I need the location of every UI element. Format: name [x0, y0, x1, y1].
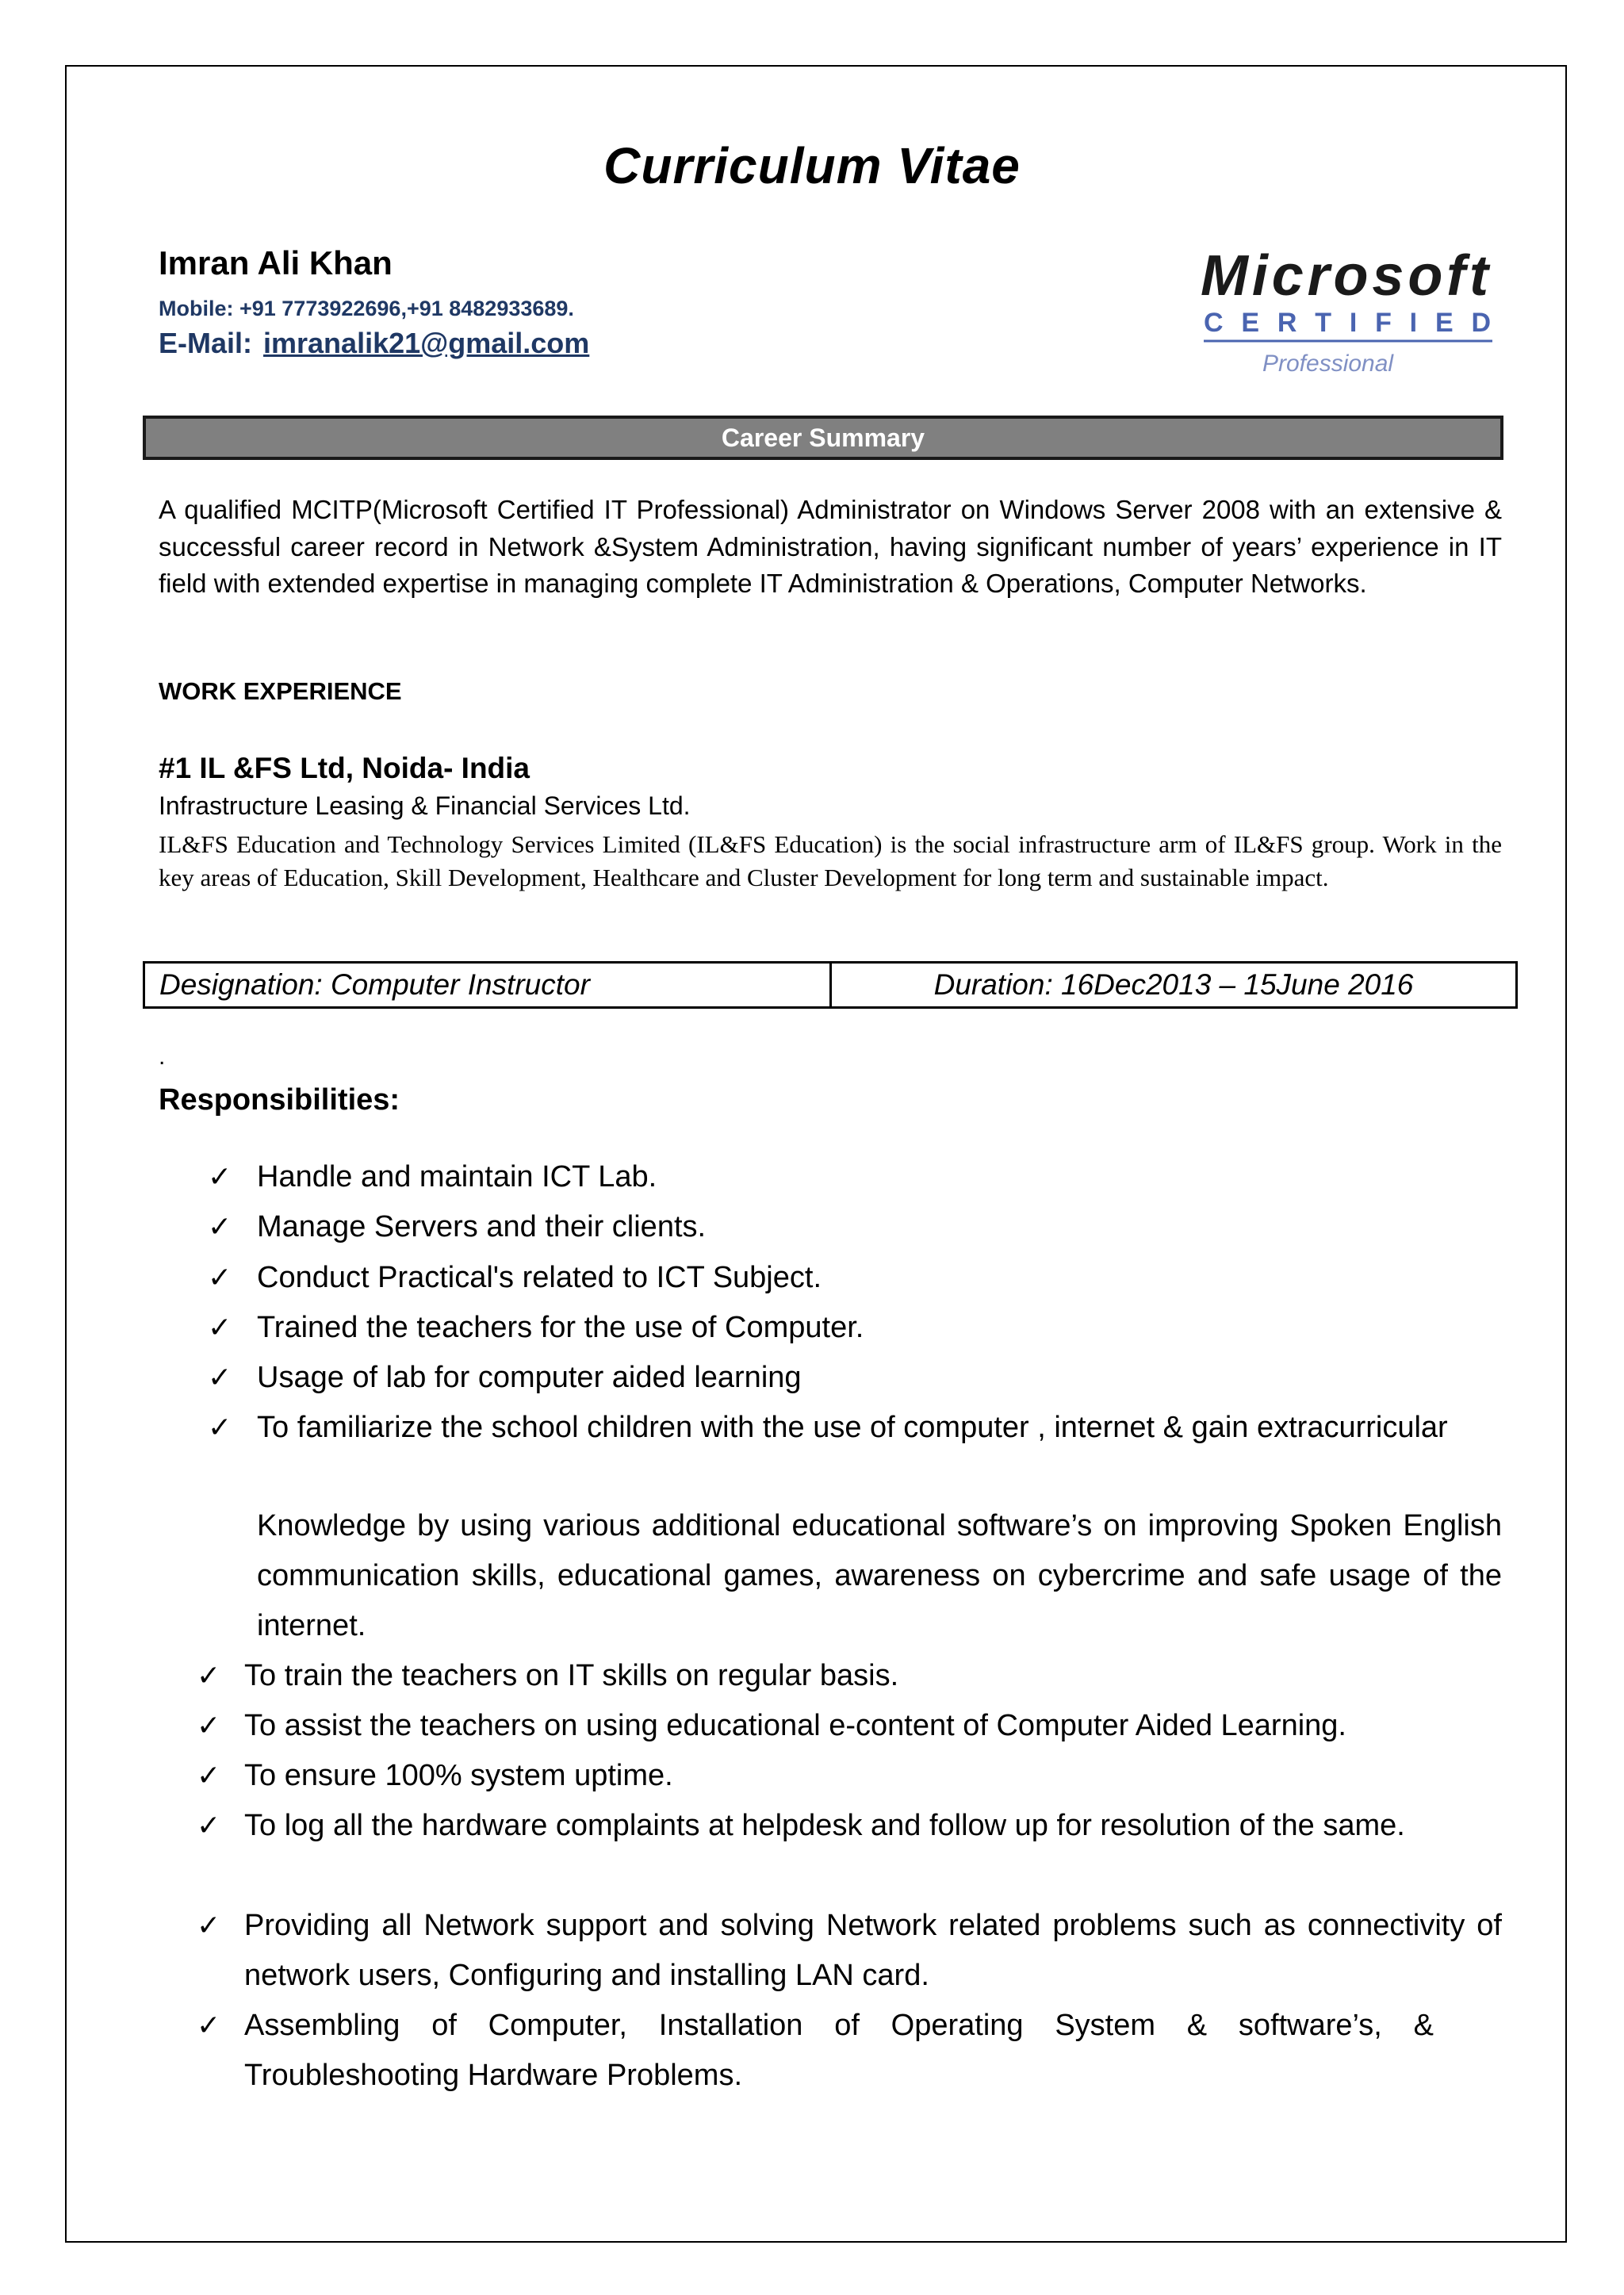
list-item: To familiarize the school children with the use of computer , internet & gain extracurricular — [257, 1411, 1448, 1444]
candidate-name: Imran Ali Khan — [159, 244, 393, 282]
work-experience-heading: WORK EXPERIENCE — [159, 677, 402, 705]
list-item-continuation: Knowledge by using various additional educational software’s on improving Spoken English communication skills, educational games, awareness on cybercrime and safe usage of the internet. — [257, 1509, 1502, 1642]
list-item: Usage of lab for computer aided learning — [257, 1361, 802, 1394]
checkmark-icon: ✓ — [208, 1211, 232, 1243]
stray-dot: . — [159, 1044, 166, 1070]
list-item: Trained the teachers for the use of Computer. — [257, 1311, 864, 1344]
checkmark-icon: ✓ — [208, 1312, 232, 1344]
checkmark-icon: ✓ — [208, 1161, 232, 1193]
designation-table — [143, 961, 1518, 1009]
checkmark-icon: ✓ — [197, 1760, 221, 1792]
logo-professional-text: Professional — [1262, 351, 1394, 377]
mobile-numbers: Mobile: +91 7773922696,+91 8482933689. — [159, 297, 574, 320]
career-summary-text: A qualified MCITP(Microsoft Certified IT Professional) Administrator on Windows Server 2008 with an extensive & successful career record in Network &System Administration, having significant number of years’ experience in IT field with extended expertise in managing complete IT Administration & Operations, Computer Networks. — [159, 495, 1502, 598]
email-label: E-Mail: — [159, 327, 253, 359]
checkmark-icon: ✓ — [197, 1660, 221, 1692]
document-title: Curriculum Vitae — [603, 137, 1021, 194]
logo-brand-text: Microsoft — [1201, 244, 1486, 308]
list-item: Providing all Network support and solving Network related problems such as connectivity of network users, Configuring and installing LAN card. — [244, 1909, 1502, 1992]
list-item: To ensure 100% system uptime. — [244, 1759, 673, 1792]
list-item: Manage Servers and their clients. — [257, 1210, 707, 1243]
microsoft-certified-logo — [1197, 239, 1507, 390]
list-item: Conduct Practical's related to ICT Subject. — [257, 1261, 822, 1294]
company-full-name: Infrastructure Leasing & Financial Services Ltd. — [159, 791, 691, 820]
email-row — [159, 327, 589, 360]
email-link[interactable]: imranalik21@gmail.com — [263, 327, 590, 359]
list-item: To log all the hardware complaints at helpdesk and follow up for resolution of the same. — [244, 1809, 1405, 1842]
list-item: Handle and maintain ICT Lab. — [257, 1160, 657, 1193]
company-description: IL&FS Education and Technology Services Limited (IL&FS Education) is the social infrastructure arm of IL&FS group. Work in the key areas of Education, Skill Development, Healthcare and Cluster Development for long term and sustainable impact. — [159, 830, 1502, 891]
duration-cell: Duration: 16Dec2013 – 15June 2016 — [933, 968, 1414, 1001]
checkmark-icon: ✓ — [208, 1262, 232, 1294]
list-item: Assembling of Computer, Installation of Operating System & software’s, & Troubleshooting Hardware Problems. — [244, 2009, 1434, 2092]
list-item: To train the teachers on IT skills on regular basis. — [244, 1659, 899, 1692]
checkmark-icon: ✓ — [197, 1710, 221, 1742]
checkmark-icon: ✓ — [208, 1412, 232, 1444]
checkmark-icon: ✓ — [197, 1810, 221, 1842]
company-name: #1 IL &FS Ltd, Noida- India — [159, 752, 530, 784]
career-summary-heading: Career Summary — [143, 416, 1503, 460]
checkmark-icon: ✓ — [208, 1362, 232, 1394]
designation-cell: Designation: Computer Instructor — [145, 964, 832, 1006]
responsibilities-heading: Responsibilities: — [159, 1083, 400, 1117]
list-item: To assist the teachers on using educational e-content of Computer Aided Learning. — [244, 1709, 1346, 1742]
checkmark-icon: ✓ — [197, 2010, 221, 2042]
checkmark-icon: ✓ — [197, 1910, 221, 1942]
logo-certified-text: CERTIFIED — [1204, 308, 1491, 338]
